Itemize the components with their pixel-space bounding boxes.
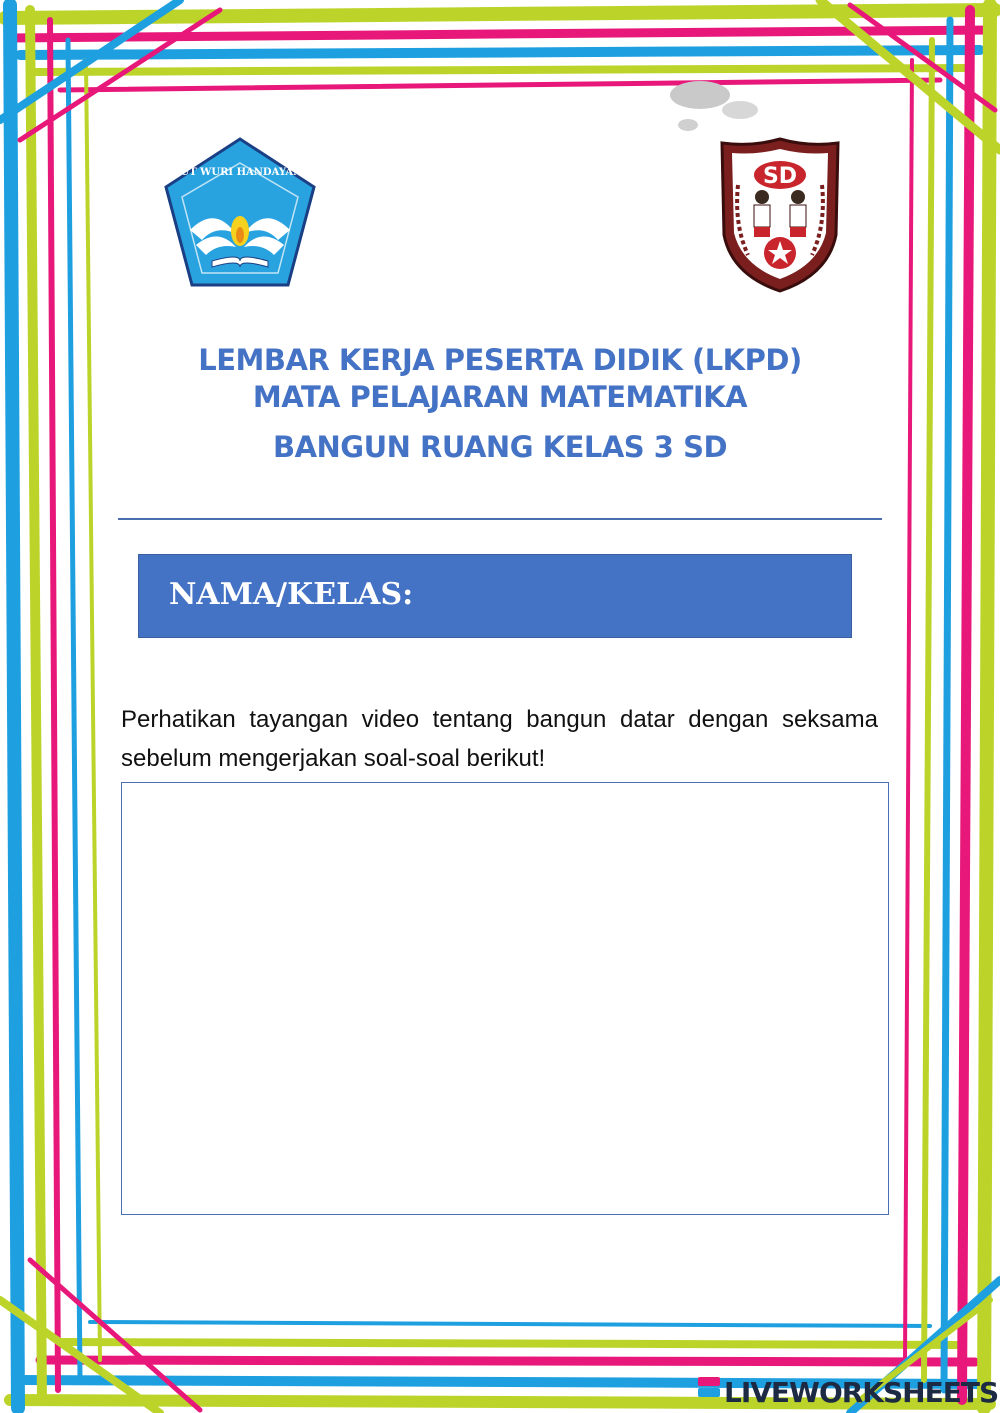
watermark-text: LIVEWORKSHEETS xyxy=(724,1375,999,1409)
svg-text:TUT WURI HANDAYANI: TUT WURI HANDAYANI xyxy=(173,167,307,178)
tut-wuri-handayani-logo xyxy=(160,135,320,290)
name-class-field[interactable] xyxy=(138,554,852,638)
divider xyxy=(118,518,882,520)
topic-title: BANGUN RUANG KELAS 3 SD xyxy=(272,430,728,464)
sd-school-emblem xyxy=(718,135,842,295)
liveworksheets-logo-icon xyxy=(698,1377,720,1407)
worksheet-title: LEMBAR KERJA PESERTA DIDIK (LKPD) xyxy=(198,343,802,377)
name-class-label: NAMA/KELAS: xyxy=(169,577,414,612)
liveworksheets-watermark xyxy=(698,1374,998,1410)
instruction-text: Perhatikan tayangan video tentang bangun datar dengan seksama sebelum mengerjakan soal-soal berikut! xyxy=(121,706,878,772)
svg-text:SD: SD xyxy=(762,164,798,189)
video-embed-area[interactable] xyxy=(121,782,889,1215)
subject-title: MATA PELAJARAN MATEMATIKA xyxy=(252,380,748,414)
